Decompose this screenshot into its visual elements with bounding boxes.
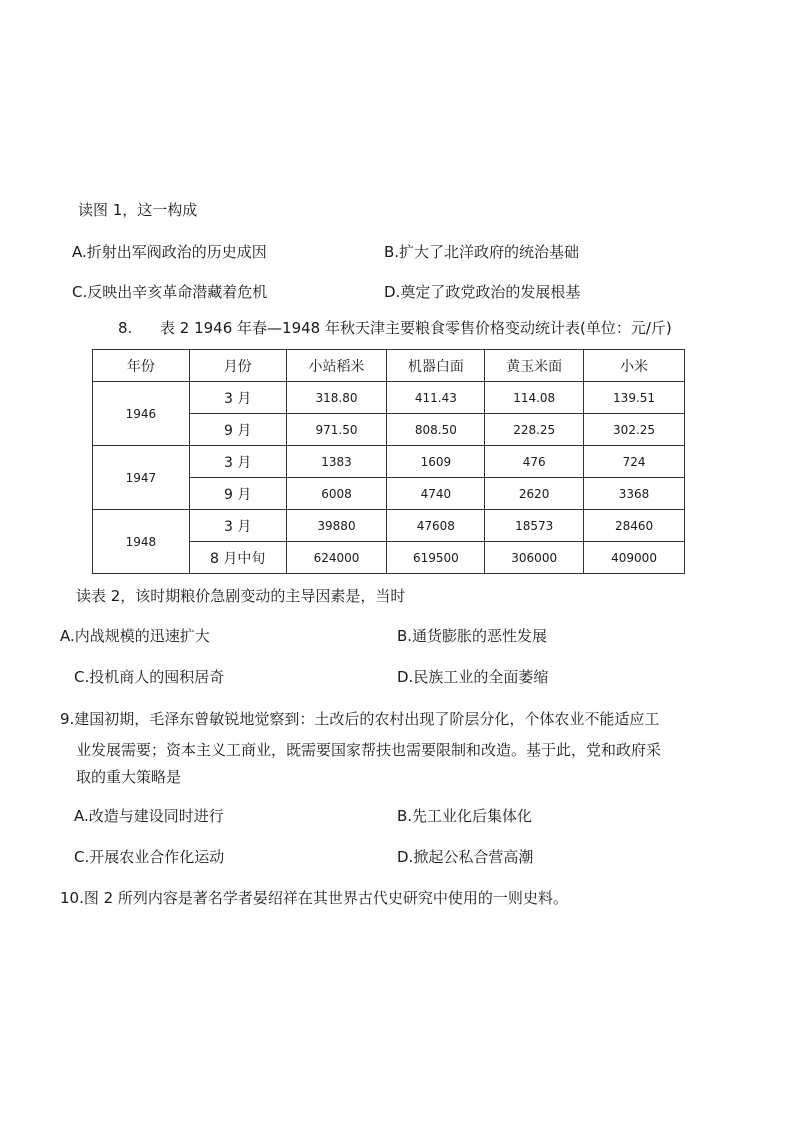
- month-cell: 3 月: [189, 446, 286, 478]
- q9-option-a: A.改造与建设同时进行: [74, 807, 224, 825]
- q8-option-d: D.民族工业的全面萎缩: [397, 668, 549, 686]
- header-machine-flour: 机器白面: [387, 350, 485, 382]
- value-cell: 409000: [584, 542, 685, 574]
- month-cell: 8 月中旬: [189, 542, 286, 574]
- value-cell: 724: [584, 446, 685, 478]
- value-cell: 971.50: [286, 414, 387, 446]
- value-cell: 1383: [286, 446, 387, 478]
- value-cell: 808.50: [387, 414, 485, 446]
- month-cell: 3 月: [189, 510, 286, 542]
- q8-option-a: A.内战规模的迅速扩大: [60, 627, 210, 645]
- value-cell: 624000: [286, 542, 387, 574]
- value-cell: 28460: [584, 510, 685, 542]
- q9-option-b: B.先工业化后集体化: [397, 807, 533, 825]
- month-cell: 3 月: [189, 382, 286, 414]
- q7-option-d: D.奠定了政党政治的发展根基: [384, 283, 581, 301]
- value-cell: 114.08: [485, 382, 584, 414]
- q7-option-c: C.反映出辛亥革命潜藏着危机: [72, 283, 268, 301]
- value-cell: 47608: [387, 510, 485, 542]
- value-cell: 302.25: [584, 414, 685, 446]
- value-cell: 18573: [485, 510, 584, 542]
- header-millet: 小米: [584, 350, 685, 382]
- price-table: [92, 349, 685, 574]
- table-caption: 表 2 1946 年春—1948 年秋天津主要粮食零售价格变动统计表(单位：元/斤): [160, 319, 672, 337]
- month-cell: 9 月: [189, 414, 286, 446]
- header-corn-flour: 黄玉米面: [485, 350, 584, 382]
- year-cell: 1947: [93, 446, 190, 510]
- value-cell: 3368: [584, 478, 685, 510]
- value-cell: 476: [485, 446, 584, 478]
- q10-stem: 10.图 2 所列内容是著名学者晏绍祥在其世界古代史研究中使用的一则史料。: [60, 889, 568, 907]
- value-cell: 1609: [387, 446, 485, 478]
- value-cell: 411.43: [387, 382, 485, 414]
- value-cell: 139.51: [584, 382, 685, 414]
- q8-option-c: C.投机商人的囤积居奇: [74, 668, 225, 686]
- year-cell: 1948: [93, 510, 190, 574]
- value-cell: 228.25: [485, 414, 584, 446]
- table-row: [93, 446, 685, 478]
- q7-option-b: B.扩大了北洋政府的统治基础: [384, 243, 580, 261]
- q9-line-1: 9.建国初期，毛泽东曾敏锐地觉察到：土改后的农村出现了阶层分化，个体农业不能适应工: [60, 710, 660, 728]
- value-cell: 39880: [286, 510, 387, 542]
- value-cell: 619500: [387, 542, 485, 574]
- table-row: [93, 382, 685, 414]
- q7-option-a: A.折射出军阀政治的历史成因: [72, 243, 267, 261]
- month-cell: 9 月: [189, 478, 286, 510]
- value-cell: 6008: [286, 478, 387, 510]
- q7-stem: 读图 1，这一构成: [78, 201, 198, 219]
- value-cell: 306000: [485, 542, 584, 574]
- q9-option-c: C.开展农业合作化运动: [74, 848, 225, 866]
- q8-option-b: B.通货膨胀的恶性发展: [397, 627, 548, 645]
- table-row: [93, 510, 685, 542]
- q8-number: 8.: [118, 319, 133, 337]
- q9-line-2: 业发展需要；资本主义工商业，既需要国家帮扶也需要限制和改造。基于此，党和政府采: [76, 741, 662, 759]
- header-month: 月份: [189, 350, 286, 382]
- header-xiaozhan-rice: 小站稻米: [286, 350, 387, 382]
- year-cell: 1946: [93, 382, 190, 446]
- q9-option-d: D.掀起公私合营高潮: [397, 848, 534, 866]
- value-cell: 2620: [485, 478, 584, 510]
- value-cell: 318.80: [286, 382, 387, 414]
- q9-line-3: 取的重大策略是: [76, 768, 182, 786]
- q8-stem: 读表 2，该时期粮价急剧变动的主导因素是，当时: [76, 587, 406, 605]
- value-cell: 4740: [387, 478, 485, 510]
- table-header-row: [93, 350, 685, 382]
- header-year: 年份: [93, 350, 190, 382]
